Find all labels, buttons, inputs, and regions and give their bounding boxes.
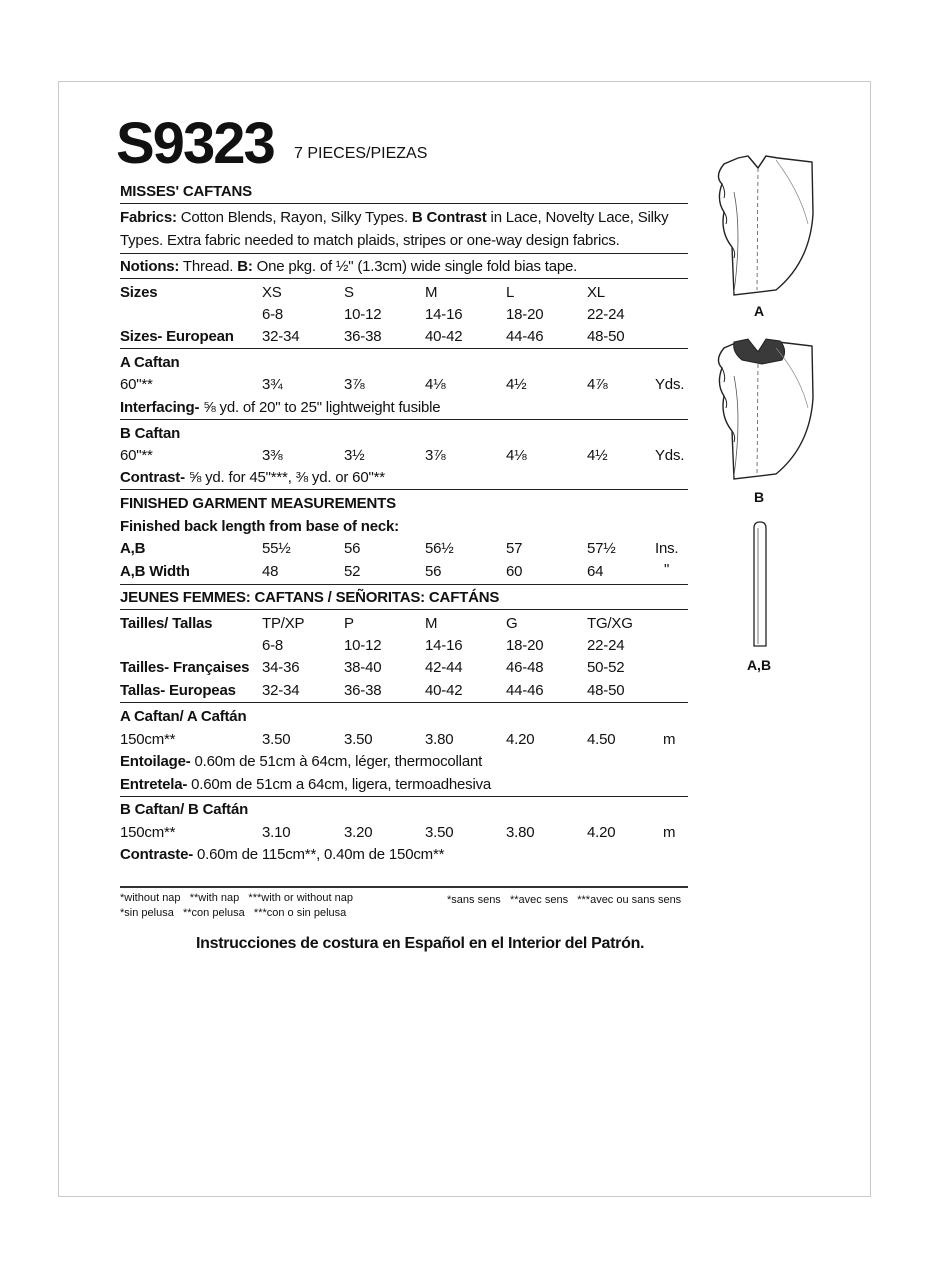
figure-b-label: B xyxy=(753,489,765,505)
fabric-width-label: 60"** xyxy=(120,447,153,464)
size-european: 44-46 xyxy=(506,328,544,345)
caftan-a-illustration xyxy=(712,152,816,302)
taille-code: M xyxy=(425,615,438,632)
meterage-value: 3.20 xyxy=(344,824,373,841)
talla-eu: 40-42 xyxy=(425,682,463,699)
entoilage-line xyxy=(120,753,482,771)
finished-subtitle: Finished back length from base of neck: xyxy=(120,518,399,535)
interfacing-text: ⅝ yd. of 20" to 25" lightweight fusible xyxy=(199,399,441,416)
yardage-value: 3½ xyxy=(344,447,365,464)
unit-label: m xyxy=(663,731,676,748)
taille-number: 10-12 xyxy=(344,637,382,654)
meterage-value: 3.80 xyxy=(506,824,535,841)
unit-label: m xyxy=(663,824,676,841)
sizes-label: Sizes xyxy=(120,284,158,301)
contraste-line xyxy=(120,846,444,864)
divider xyxy=(120,796,688,797)
size-european: 32-34 xyxy=(262,328,300,345)
contraste-text: 0.60m de 115cm**, 0.40m de 150cm** xyxy=(193,846,445,863)
tailles-fr-label: Tailles- Françaises xyxy=(120,659,250,676)
metric-title: JEUNES FEMMES: CAFTANS / SEÑORITAS: CAFTÁNS xyxy=(120,589,500,606)
width-label: A,B Width xyxy=(120,563,190,580)
entretela-label: Entretela- xyxy=(120,776,188,793)
contrast-label: B Contrast xyxy=(411,209,487,226)
size-european: 40-42 xyxy=(425,328,463,345)
divider xyxy=(120,489,688,490)
interfacing-line xyxy=(120,399,440,417)
length-label: A,B xyxy=(120,540,146,557)
width-value: 56 xyxy=(425,563,442,580)
taille-number: 18-20 xyxy=(506,637,544,654)
caftan-a-metric-title: A Caftan/ A Caftán xyxy=(120,708,247,725)
entretela-text: 0.60m de 51cm a 64cm, ligera, termoadhesiva xyxy=(187,776,492,793)
contrast-label: Contrast- xyxy=(120,469,185,486)
notions-line xyxy=(120,258,577,276)
taille-fr: 42-44 xyxy=(425,659,463,676)
unit-label: Yds. xyxy=(655,447,685,464)
size-number: 6-8 xyxy=(262,306,284,323)
tallas-eu-label: Tallas- Europeas xyxy=(120,682,236,699)
length-value: 57½ xyxy=(587,540,616,557)
divider xyxy=(120,609,688,610)
instructions-note: Instrucciones de costura en Español en el Interior del Patrón. xyxy=(196,935,645,952)
contraste-label: Contraste- xyxy=(120,846,194,863)
bias-tie-illustration xyxy=(748,520,772,650)
length-value: 56½ xyxy=(425,540,454,557)
width-value: 64 xyxy=(587,563,604,580)
footnote-divider xyxy=(120,886,688,888)
yardage-value: 4½ xyxy=(506,376,527,393)
unit-label: Ins. xyxy=(655,540,679,557)
interfacing-label: Interfacing- xyxy=(120,399,200,416)
meterage-value: 4.50 xyxy=(587,731,616,748)
unit-label: " xyxy=(664,561,670,578)
yardage-value: 3¾ xyxy=(262,376,283,393)
divider xyxy=(120,278,688,279)
meterage-value: 3.50 xyxy=(262,731,291,748)
fabric-width-label: 150cm** xyxy=(120,731,176,748)
fabrics-line-2: Types. Extra fabric needed to match plaids, stripes or one-way design fabrics. xyxy=(120,232,620,249)
meterage-value: 3.50 xyxy=(344,731,373,748)
meterage-value: 4.20 xyxy=(506,731,535,748)
divider xyxy=(120,348,688,349)
taille-code: G xyxy=(506,615,518,632)
meterage-value: 3.50 xyxy=(425,824,454,841)
sizes-european-label: Sizes- European xyxy=(120,328,234,345)
talla-eu: 48-50 xyxy=(587,682,625,699)
divider xyxy=(120,253,688,254)
caftan-a-title: A Caftan xyxy=(120,354,180,371)
entoilage-text: 0.60m de 51cm à 64cm, léger, thermocollant xyxy=(190,753,483,770)
caftan-b-illustration xyxy=(712,336,816,486)
fabrics-line-1 xyxy=(120,209,668,227)
tailles-label: Tailles/ Tallas xyxy=(120,615,213,632)
talla-eu: 32-34 xyxy=(262,682,300,699)
yardage-value: 3⅞ xyxy=(344,376,365,393)
figure-ab-label: A,B xyxy=(746,657,772,673)
fabrics-label: Fabrics: xyxy=(120,209,177,226)
size-code: S xyxy=(344,284,354,301)
taille-number: 14-16 xyxy=(425,637,463,654)
size-number: 18-20 xyxy=(506,306,544,323)
yardage-value: 3⅞ xyxy=(425,447,446,464)
entretela-line xyxy=(120,776,491,794)
yardage-value: 4½ xyxy=(587,447,608,464)
fabrics-text: Cotton Blends, Rayon, Silky Types. xyxy=(176,209,412,226)
size-code: L xyxy=(506,284,515,301)
entoilage-label: Entoilage- xyxy=(120,753,191,770)
pattern-number: S9323 xyxy=(116,111,274,176)
size-number: 10-12 xyxy=(344,306,382,323)
taille-code: TP/XP xyxy=(262,615,305,632)
yardage-value: 3⅜ xyxy=(262,447,283,464)
divider xyxy=(120,419,688,420)
notions-text: Thread. xyxy=(179,258,238,275)
divider xyxy=(120,203,688,204)
divider xyxy=(120,584,688,585)
talla-eu: 44-46 xyxy=(506,682,544,699)
divider xyxy=(120,702,688,703)
width-value: 52 xyxy=(344,563,361,580)
caftan-b-title: B Caftan xyxy=(120,425,181,442)
unit-label: Yds. xyxy=(655,376,685,393)
size-european: 48-50 xyxy=(587,328,625,345)
size-european: 36-38 xyxy=(344,328,382,345)
size-number: 14-16 xyxy=(425,306,463,323)
pieces-count: 7 PIECES/PIEZAS xyxy=(294,145,428,162)
footnote-en: *without nap **with nap ***with or without nap xyxy=(120,892,353,904)
figure-a-label: A xyxy=(753,303,765,319)
width-value: 60 xyxy=(506,563,523,580)
footnote-es: *sin pelusa **con pelusa ***con o sin pelusa xyxy=(120,907,347,919)
contrast-text: ⅝ yd. for 45"***, ⅜ yd. or 60"** xyxy=(184,469,385,486)
length-value: 57 xyxy=(506,540,523,557)
fabrics-contrast-text: in Lace, Novelty Lace, Silky xyxy=(486,209,669,226)
taille-number: 22-24 xyxy=(587,637,625,654)
taille-number: 6-8 xyxy=(262,637,284,654)
notions-b-label: B: xyxy=(237,258,253,275)
size-code: M xyxy=(425,284,438,301)
caftan-b-metric-title: B Caftan/ B Caftán xyxy=(120,801,249,818)
fabric-width-label: 60"** xyxy=(120,376,153,393)
meterage-value: 3.10 xyxy=(262,824,291,841)
fabric-width-label: 150cm** xyxy=(120,824,176,841)
yardage-value: 4⅞ xyxy=(587,376,608,393)
taille-fr: 34-36 xyxy=(262,659,300,676)
length-value: 55½ xyxy=(262,540,291,557)
contrast-line xyxy=(120,469,385,487)
yardage-value: 4⅛ xyxy=(506,447,527,464)
taille-code: P xyxy=(344,615,354,632)
talla-eu: 36-38 xyxy=(344,682,382,699)
size-number: 22-24 xyxy=(587,306,625,323)
notions-b-text: One pkg. of ½" (1.3cm) wide single fold bias tape. xyxy=(252,258,578,275)
size-code: XS xyxy=(262,284,282,301)
taille-code: TG/XG xyxy=(587,615,633,632)
section-title: MISSES' CAFTANS xyxy=(120,183,252,200)
taille-fr: 46-48 xyxy=(506,659,544,676)
meterage-value: 4.20 xyxy=(587,824,616,841)
meterage-value: 3.80 xyxy=(425,731,454,748)
footnote-fr: *sans sens **avec sens ***avec ou sans sens xyxy=(447,894,682,906)
taille-fr: 38-40 xyxy=(344,659,382,676)
size-code: XL xyxy=(587,284,605,301)
length-value: 56 xyxy=(344,540,361,557)
taille-fr: 50-52 xyxy=(587,659,625,676)
finished-title: FINISHED GARMENT MEASUREMENTS xyxy=(120,495,396,512)
width-value: 48 xyxy=(262,563,279,580)
notions-label: Notions: xyxy=(120,258,180,275)
yardage-value: 4⅛ xyxy=(425,376,446,393)
